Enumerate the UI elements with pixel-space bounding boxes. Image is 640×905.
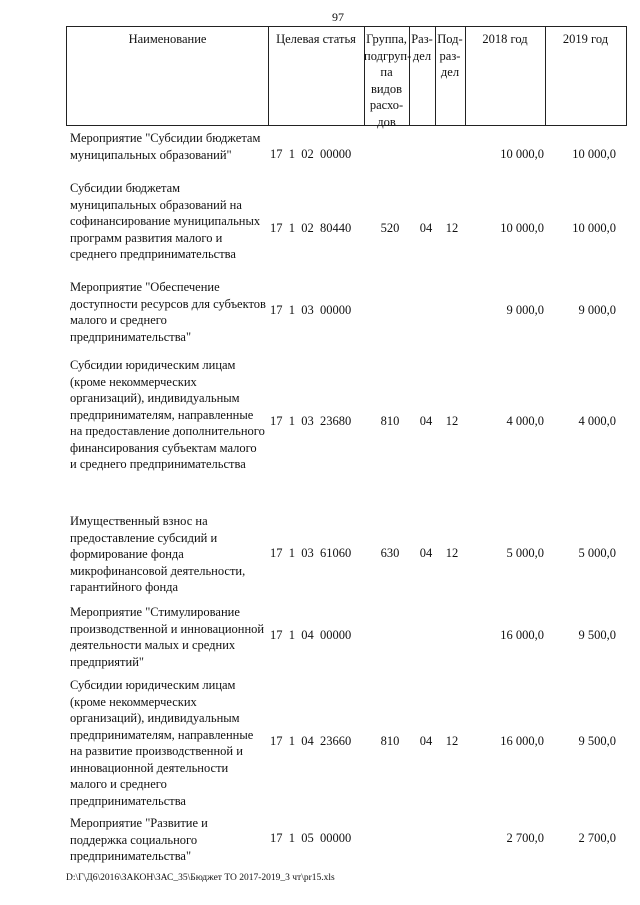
row-target-code: 17 1 02 00000 <box>270 147 352 161</box>
table-header <box>66 26 627 129</box>
row-value-2018: 16 000,0 <box>500 734 544 748</box>
row-value-2018: 10 000,0 <box>500 147 544 161</box>
row-razdel: 04 <box>419 221 433 235</box>
row-value-2018: 10 000,0 <box>500 221 544 235</box>
row-razdel: 04 <box>419 734 433 748</box>
row-name: Субсидии бюджетам муниципальных образований на софинансирование муниципальных программ развития малого и среднего предпринимательства <box>70 181 261 261</box>
row-name: Имущественный взнос на предоставление субсидий и формирование фонда микрофинансовой деятельности, гарантийного фонда <box>70 514 246 594</box>
column-header-name: Наименование <box>128 32 207 46</box>
column-header-razdel: Раз- дел <box>411 32 433 63</box>
row-target-code: 17 1 03 61060 <box>270 546 352 560</box>
column-header-target: Целевая статья <box>276 32 356 46</box>
column-header-2019: 2019 год <box>562 32 609 46</box>
row-value-2018: 4 000,0 <box>506 414 544 428</box>
row-name: Мероприятие "Обеспечение доступности ресурсов для субъектов малого и среднего предпринимательства" <box>70 280 266 344</box>
row-group: 520 <box>380 221 400 235</box>
row-value-2019: 9 000,0 <box>578 303 616 317</box>
column-header-2018: 2018 год <box>482 32 528 46</box>
row-value-2019: 5 000,0 <box>578 546 616 560</box>
row-value-2019: 9 500,0 <box>578 734 616 748</box>
row-name: Мероприятие "Субсидии бюджетам муниципальных образований" <box>70 131 261 162</box>
row-value-2018: 2 700,0 <box>506 831 544 845</box>
row-podrazdel: 12 <box>445 734 459 748</box>
row-podrazdel: 12 <box>445 414 459 428</box>
row-podrazdel: 12 <box>445 546 459 560</box>
row-target-code: 17 1 02 80440 <box>270 221 352 235</box>
column-header-podrazdel: Под- раз- дел <box>437 32 463 79</box>
row-target-code: 17 1 04 23660 <box>270 734 352 748</box>
row-name: Мероприятие "Стимулирование производственной и инновационной деятельности малых и средних предприятий" <box>70 605 265 669</box>
row-group: 810 <box>380 734 400 748</box>
row-value-2018: 9 000,0 <box>506 303 544 317</box>
column-header-group: Группа, подгруп- па видов расхо- дов <box>364 32 412 129</box>
row-name: Мероприятие "Развитие и поддержка социального предпринимательства" <box>70 816 208 863</box>
row-podrazdel: 12 <box>445 221 459 235</box>
file-path-footer: D:\Г\Д6\2016\ЗАКОН\ЗАС_35\Бюджет ТО 2017-2019_3 чт\рr15.xls <box>66 873 335 883</box>
row-razdel: 04 <box>419 414 433 428</box>
row-value-2019: 9 500,0 <box>578 628 616 642</box>
row-name: Субсидии юридическим лицам (кроме некоммерческих организаций), индивидуальным предпринимателям, направленные на предоставление дополнительного финансирования субъектам малого и среднего предпринимательства <box>70 358 265 471</box>
row-target-code: 17 1 03 00000 <box>270 303 352 317</box>
row-target-code: 17 1 04 00000 <box>270 628 352 642</box>
row-value-2019: 10 000,0 <box>572 221 616 235</box>
row-name: Субсидии юридическим лицам (кроме некоммерческих организаций), индивидуальным предпринимателям, направленные на развитие производственной и инновационной деятельности малого и среднего предпринимательства <box>70 678 254 808</box>
row-group: 630 <box>380 546 400 560</box>
row-value-2018: 16 000,0 <box>500 628 544 642</box>
row-value-2018: 5 000,0 <box>506 546 544 560</box>
row-target-code: 17 1 03 23680 <box>270 414 352 428</box>
row-value-2019: 4 000,0 <box>578 414 616 428</box>
row-value-2019: 10 000,0 <box>572 147 616 161</box>
row-target-code: 17 1 05 00000 <box>270 831 352 845</box>
row-razdel: 04 <box>419 546 433 560</box>
row-group: 810 <box>380 414 400 428</box>
row-value-2019: 2 700,0 <box>578 831 616 845</box>
page-number: 97 <box>332 10 344 24</box>
